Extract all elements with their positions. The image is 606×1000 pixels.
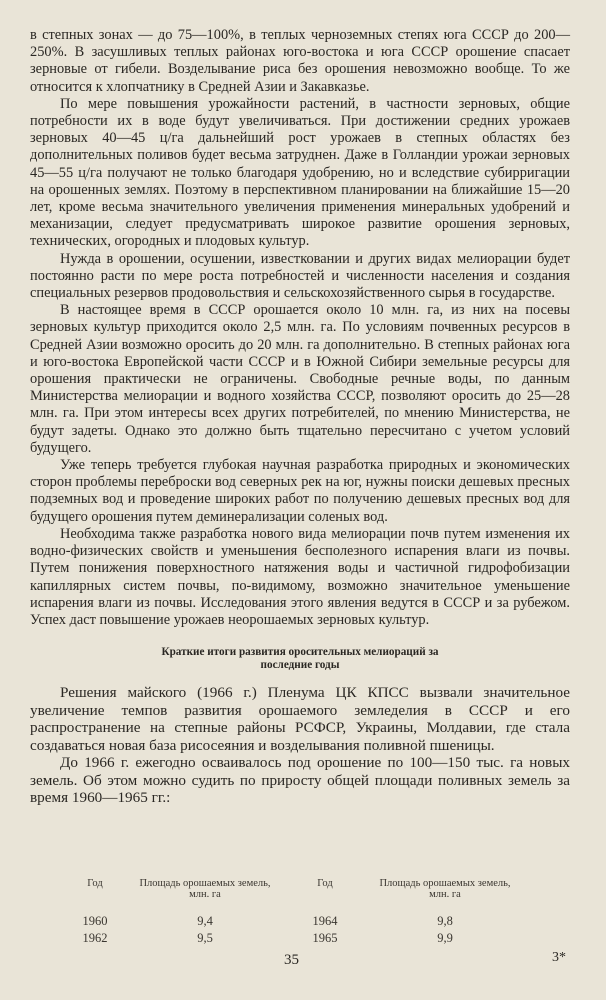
year-cell: 1964 [312,914,338,928]
area-cell: 9,8 [437,914,453,928]
year-cell: 1960 [82,914,108,928]
col-year: Год [87,878,103,889]
year-cell: 1962 [82,931,108,945]
paragraph: Уже теперь требуется глубокая научная разработка природных и экономических сторон проблемы переброски вод северных рек на юг, нужны поиски дешевых пресных подземных вод и проведение широких работ по получению дешевых пресных вод для будущего орошения путем деминерализации соленых вод. [30,457,570,525]
table-row [60,900,520,929]
area-cell: 9,9 [437,931,453,945]
paragraph: Необходима также разработка нового вида мелиорации почв путем изменения их водно-физических свойств и уменьшения бесполезного испарения влаги из почвы. Путем понижения поверхностного натяжения воды и частичной гидрофобизации капиллярных систем почвы, по-видимому, возможно значительное уменьшение испарения влаги из почвы. Исследования этого явления ведутся в СССР и за рубежом. Успех даст повышение урожаев неорошаемых зерновых культур. [30,525,570,628]
body-text [30,27,570,807]
area-cell: 9,4 [197,914,213,928]
year-cell: 1965 [312,931,338,945]
section-heading [30,646,570,672]
page-number: 35 [284,952,299,968]
table-row [60,929,520,946]
irrigation-area-table [60,878,520,946]
paragraph: До 1966 г. ежегодно осваивалось под орошение по 100—150 тыс. га новых земель. Об этом можно судить по приросту общей площади поливных земель за время 1960—1965 гг.: [30,754,570,807]
paragraph: По мере повышения урожайности растений, в частности зерновых, общие потребности их в воде будут увеличиваться. При достижении средних урожаев зерновых 40—45 ц/га дальнейший рост урожаев в степных областях без дополнительных поливов будет весьма затруднен. Даже в Голландии урожаи зерновых 45—55 ц/га получают не только благодаря удобрению, но и вследствие субирригации на орошенных землях. Поэтому в перспективном планировании на ближайшие 15—20 лет, кроме весьма значительного увеличения применения минеральных удобрений и механизации, следует предусматривать широкое развитие орошения зерновых, технических, огородных и плодовых культур. [30,95,570,250]
area-cell: 9,5 [197,931,213,945]
signature-mark: 3* [552,950,566,965]
section-heading-text: Краткие итоги развития оросительных мелиораций за последние годы [161,646,439,672]
col-area: Площадь орошаемых земель, млн. га [139,878,271,900]
paragraph: Решения майского (1966 г.) Пленума ЦК КПСС вызвали значительное увеличение темпов развития орошаемого земледелия в СССР и его распространение на степные районы РСФСР, Украины, Молдавии, где стала создаваться новая база рисосеяния и возделывания поливной пшеницы. [30,684,570,754]
paragraph: Нужда в орошении, осушении, известковании и других видах мелиорации будет постоянно расти по мере роста потребностей и численности населения и создания специальных резервов продовольствия и сельскохозяйственного сырья в государстве. [30,250,570,302]
paragraph: В настоящее время в СССР орошается около 10 млн. га, из них на посевы зерновых культур приходится около 2,5 млн. га. По условиям почвенных ресурсов в Средней Азии возможно оросить до 20 млн. га дополнительно. В степных районах юга и юго-востока Европейской части СССР и в Южной Сибири земельные ресурсы для орошения практически не ограничены. Свободные речные воды, по данным Министерства мелиорации и водного хозяйства СССР, позволяют оросить до 25—28 млн. га. При этом интересы всех других потребителей, по мнению Министерства, не будут задеты. Однако это должно быть тщательно пересчитано с учетом условий будущего. [30,302,570,456]
paragraph: в степных зонах — до 75—100%, в теплых черноземных степях юга СССР до 200—250%. В засушливых теплых районах юго-востока и юга СССР орошение спасает зерновые от гибели. Возделывание риса без орошения невозможно вообще. То же относится к хлопчатнику в Средней Азии и Закавказье. [30,27,570,95]
col-area: Площадь орошаемых земель, млн. га [379,878,511,900]
col-year: Год [317,878,333,889]
table-header-row [60,878,520,900]
